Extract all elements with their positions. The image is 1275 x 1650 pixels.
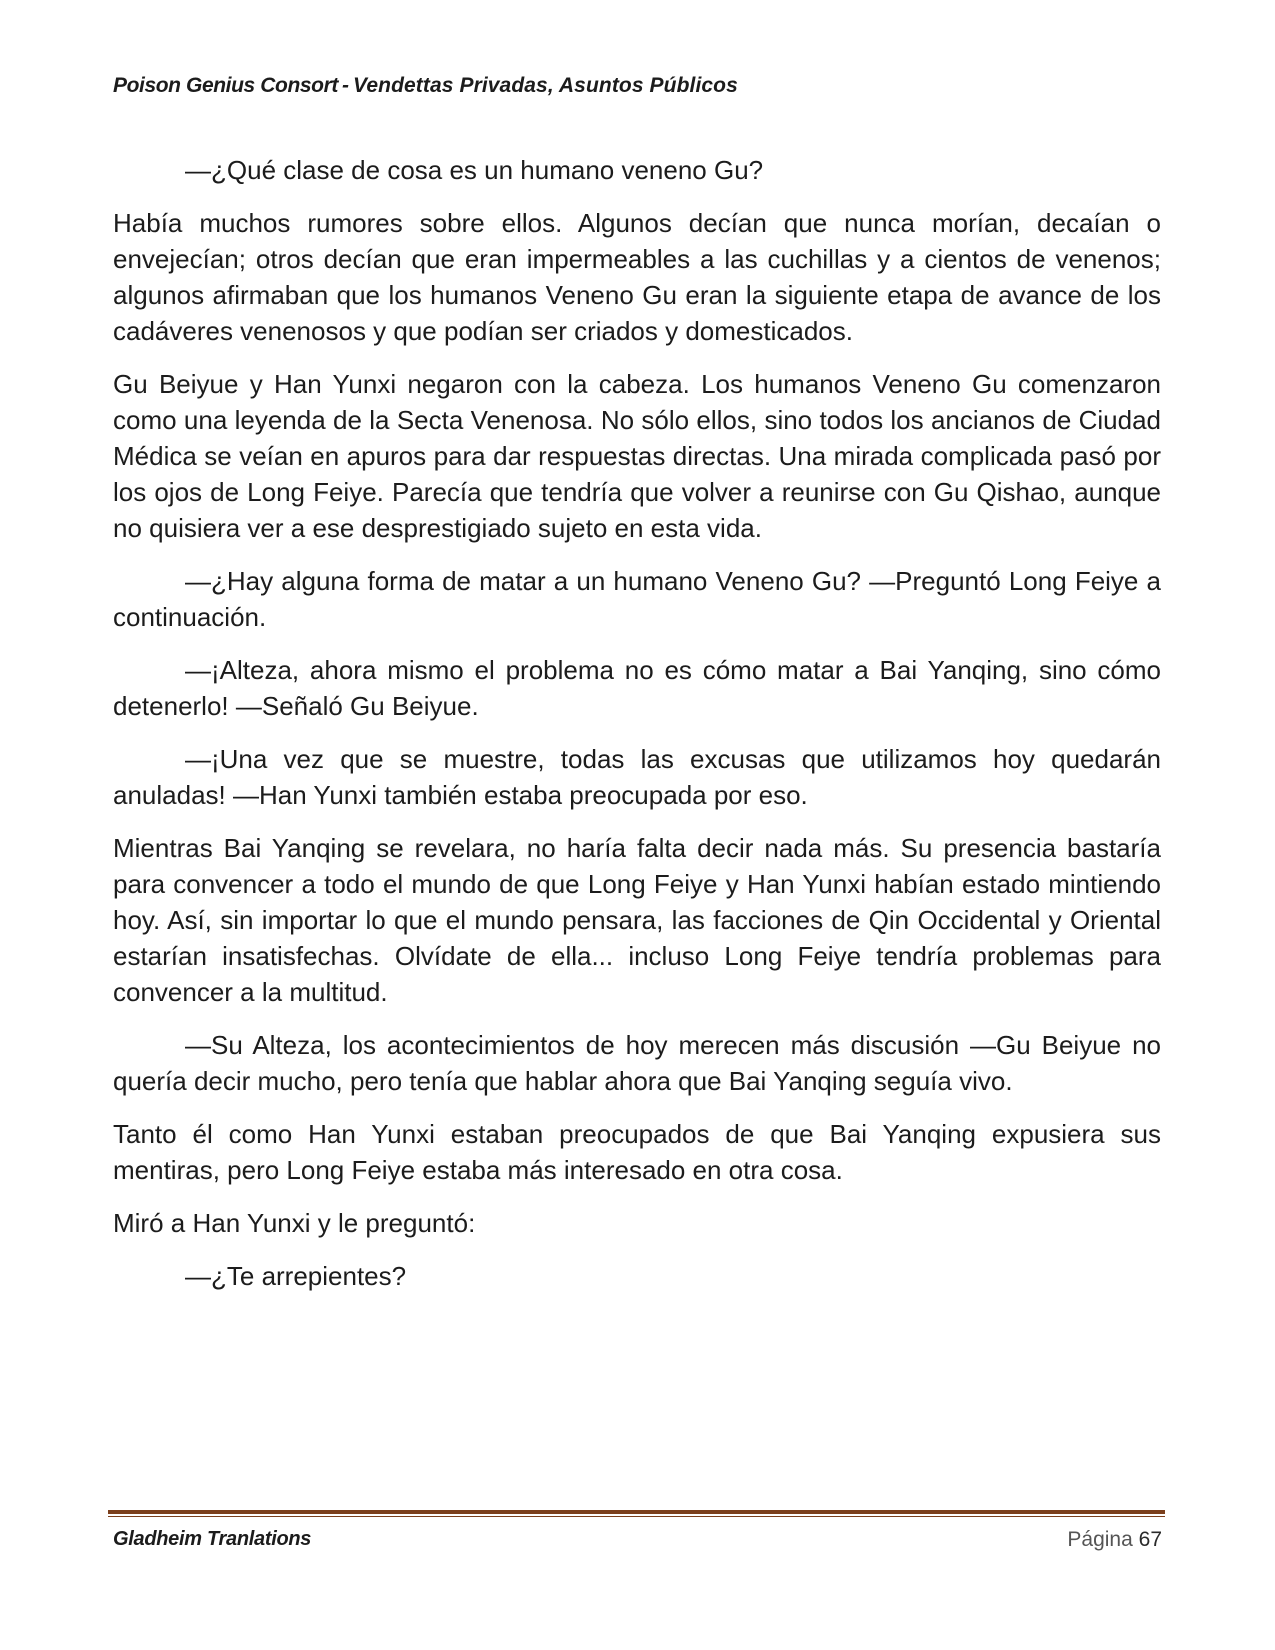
footer-divider-thin — [108, 1516, 1165, 1517]
book-title: Poison Genius Consort — [113, 74, 338, 97]
chapter-title: Vendettas Privadas, Asuntos Públicos — [353, 74, 738, 97]
running-header — [113, 74, 738, 98]
paragraph: —¡Alteza, ahora mismo el problema no es cómo matar a Bai Yanqing, sino cómo detenerlo! —Señaló Gu Beiyue. — [113, 655, 1161, 721]
paragraph: Mientras Bai Yanqing se revelara, no haría falta decir nada más. Su presencia bastaría para convencer a todo el mundo de que Long Feiye y Han Yunxi habían estado mintiendo hoy. Así, sin importar lo que el mundo pensara, las facciones de Qin Occidental y Oriental estarían insatisfechas. Olvídate de ella... incluso Long Feiye tendría problemas para convencer a la multitud. — [113, 833, 1161, 1007]
header-separator: - — [341, 74, 350, 97]
paragraph: —¿Hay alguna forma de matar a un humano Veneno Gu? —Preguntó Long Feiye a continuación. — [113, 566, 1161, 632]
page-body — [113, 152, 1161, 1311]
footer-publisher: Gladheim Tranlations — [113, 1528, 312, 1550]
page-number-label — [1040, 1528, 1162, 1552]
paragraph: Tanto él como Han Yunxi estaban preocupados de que Bai Yanqing expusiera sus mentiras, pero Long Feiye estaba más interesado en otra cosa. — [113, 1119, 1161, 1185]
footer-divider-thick — [108, 1510, 1165, 1514]
page-label: Página — [1067, 1528, 1133, 1551]
paragraph: —Su Alteza, los acontecimientos de hoy merecen más discusión —Gu Beiyue no quería decir mucho, pero tenía que hablar ahora que Bai Yanqing seguía vivo. — [113, 1030, 1161, 1096]
paragraph: Miró a Han Yunxi y le preguntó: — [113, 1208, 476, 1238]
footer-divider — [108, 1510, 1165, 1516]
paragraph: —¡Una vez que se muestre, todas las excusas que utilizamos hoy quedarán anuladas! —Han Yunxi también estaba preocupada por eso. — [113, 744, 1161, 810]
paragraph: —¿Qué clase de cosa es un humano veneno Gu? — [185, 155, 764, 185]
paragraph: —¿Te arrepientes? — [185, 1261, 407, 1291]
paragraph: Gu Beiyue y Han Yunxi negaron con la cabeza. Los humanos Veneno Gu comenzaron como una leyenda de la Secta Venenosa. No sólo ellos, sino todos los ancianos de Ciudad Médica se veían en apuros para dar respuestas directas. Una mirada complicada pasó por los ojos de Long Feiye. Parecía que tendría que volver a reunirse con Gu Qishao, aunque no quisiera ver a ese desprestigiado sujeto en esta vida. — [113, 369, 1161, 543]
page-number: 67 — [1138, 1528, 1162, 1551]
paragraph: Había muchos rumores sobre ellos. Algunos decían que nunca morían, decaían o envejecían; otros decían que eran impermeables a las cuchillas y a cientos de venenos; algunos afirmaban que los humanos Veneno Gu eran la siguiente etapa de avance de los cadáveres venenosos y que podían ser criados y domesticados. — [113, 208, 1161, 346]
